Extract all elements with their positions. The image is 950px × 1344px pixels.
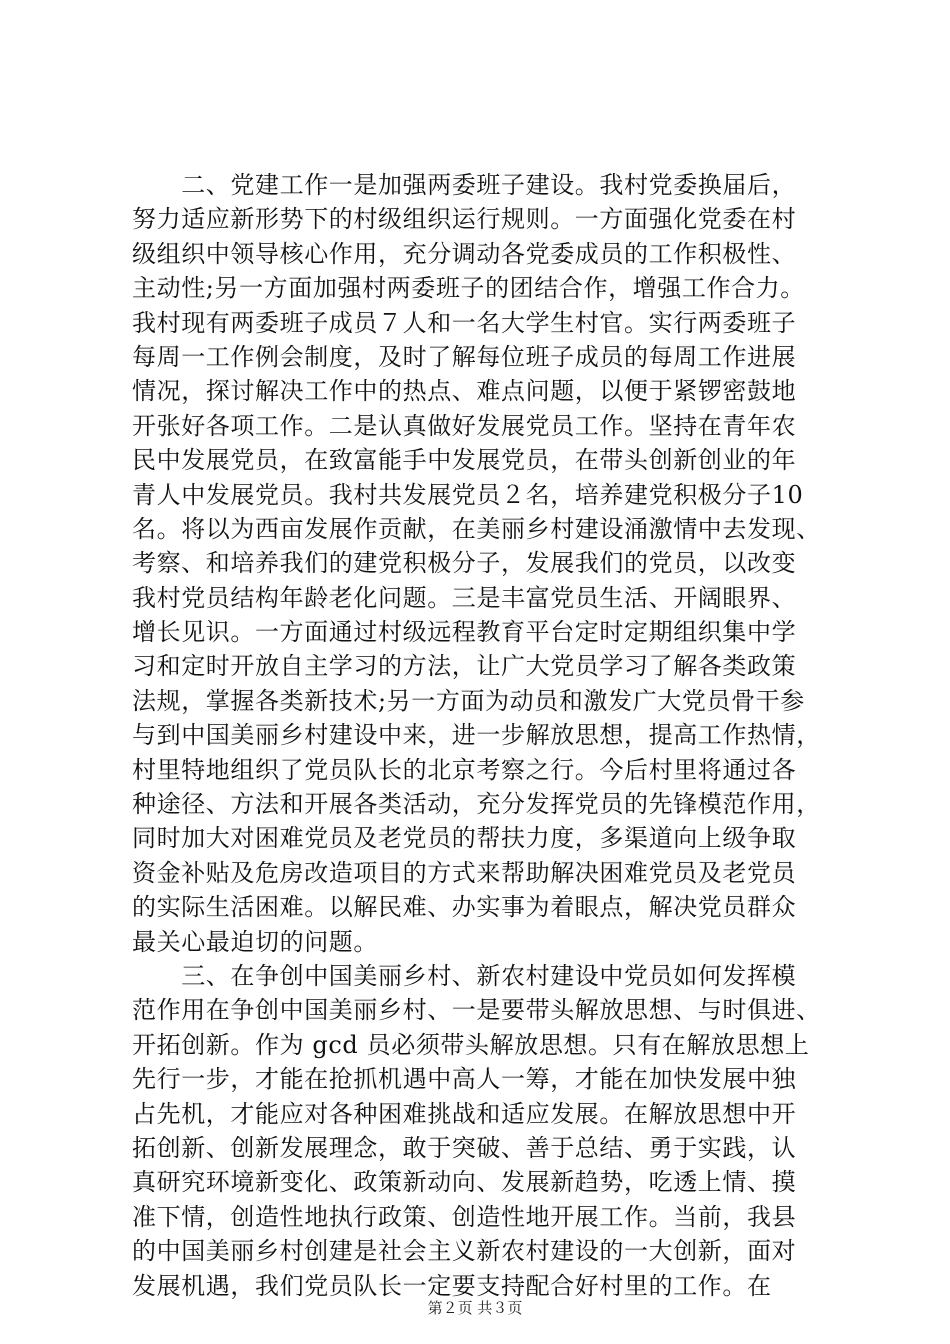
text-line: 种途径、方法和开展各类活动，充分发挥党员的先锋模范作用， — [132, 790, 821, 819]
text-line: 真研究环境新变化、政策新动向、发展新趋势，吃透上情、摸 — [132, 1168, 797, 1197]
text-line: 增长见识。一方面通过村级远程教育平台定时定期组织集中学 — [132, 618, 797, 647]
text-line: 占先机，才能应对各种困难挑战和适应发展。在解放思想中开 — [132, 1099, 797, 1128]
text-line: 发展机遇，我们党员队长一定要支持配合好村里的工作。在 — [132, 1271, 772, 1300]
text-line: 努力适应新形势下的村级组织运行规则。一方面强化党委在村 — [132, 205, 797, 234]
text-line: 级组织中领导核心作用，充分调动各党委成员的工作积极性、 — [132, 239, 797, 268]
text-line: 考察、和培养我们的建党积极分子，发展我们的党员，以改变 — [132, 549, 797, 578]
text-line: 开张好各项工作。二是认真做好发展党员工作。坚持在青年农 — [132, 411, 797, 440]
text-line: 与到中国美丽乡村建设中来，进一步解放思想，提高工作热情， — [132, 721, 821, 750]
text-line: 资金补贴及危房改造项目的方式来帮助解决困难党员及老党员 — [132, 858, 797, 887]
text-line: 我村现有两委班子成员７人和一名大学生村官。实行两委班子 — [132, 308, 797, 337]
text-line: 的中国美丽乡村创建是社会主义新农村建设的一大创新，面对 — [132, 1237, 797, 1266]
text-line: 村里特地组织了党员队长的北京考察之行。今后村里将通过各 — [132, 755, 797, 784]
text-line: 情况，探讨解决工作中的热点、难点问题，以便于紧锣密鼓地 — [132, 377, 797, 406]
text-line: 民中发展党员，在致富能手中发展党员，在带头创新创业的年 — [132, 446, 797, 475]
body-text — [132, 168, 852, 1303]
text-line: 三、在争创中国美丽乡村、新农村建设中党员如何发挥模 — [132, 961, 797, 990]
text-line: 准下情，创造性地执行政策、创造性地开展工作。当前，我县 — [132, 1202, 797, 1231]
text-line: 名。将以为西亩发展作贡献，在美丽乡村建设涌激情中去发现、 — [132, 514, 821, 543]
text-line: 习和定时开放自主学习的方法，让广大党员学习了解各类政策 — [132, 652, 797, 681]
page-footer: 第２页 共３页 — [427, 1299, 523, 1317]
text-line: 主动性;另一方面加强村两委班子的团结合作，增强工作合力。 — [132, 274, 805, 303]
text-line: 二、党建工作一是加强两委班子建设。我村党委换届后， — [132, 171, 797, 199]
text-line: 范作用在争创中国美丽乡村、一是要带头解放思想、与时俱进、 — [132, 996, 821, 1025]
text-line: 的实际生活困难。以解民难、办实事为着眼点，解决党员群众 — [132, 893, 797, 922]
text-line: 我村党员结构年龄老化问题。三是丰富党员生活、开阔眼界、 — [132, 583, 797, 612]
text-line: 先行一步，才能在抢抓机遇中高人一筹，才能在加快发展中独 — [132, 1065, 797, 1094]
text-line: 青人中发展党员。我村共发展党员２名，培养建党积极分子10 — [132, 480, 804, 509]
text-line: 开拓创新。作为 gcd 员必须带头解放思想。只有在解放思想上 — [132, 1030, 810, 1059]
text-line: 拓创新、创新发展理念，敢于突破、善于总结、勇于实践，认 — [132, 1133, 797, 1162]
text-line: 同时加大对困难党员及老党员的帮扶力度，多渠道向上级争取 — [132, 824, 797, 853]
text-line: 每周一工作例会制度，及时了解每位班子成员的每周工作进展 — [132, 342, 797, 371]
text-line: 法规，掌握各类新技术;另一方面为动员和激发广大党员骨干参 — [132, 686, 805, 715]
text-line: 最关心最迫切的问题。 — [132, 927, 378, 956]
